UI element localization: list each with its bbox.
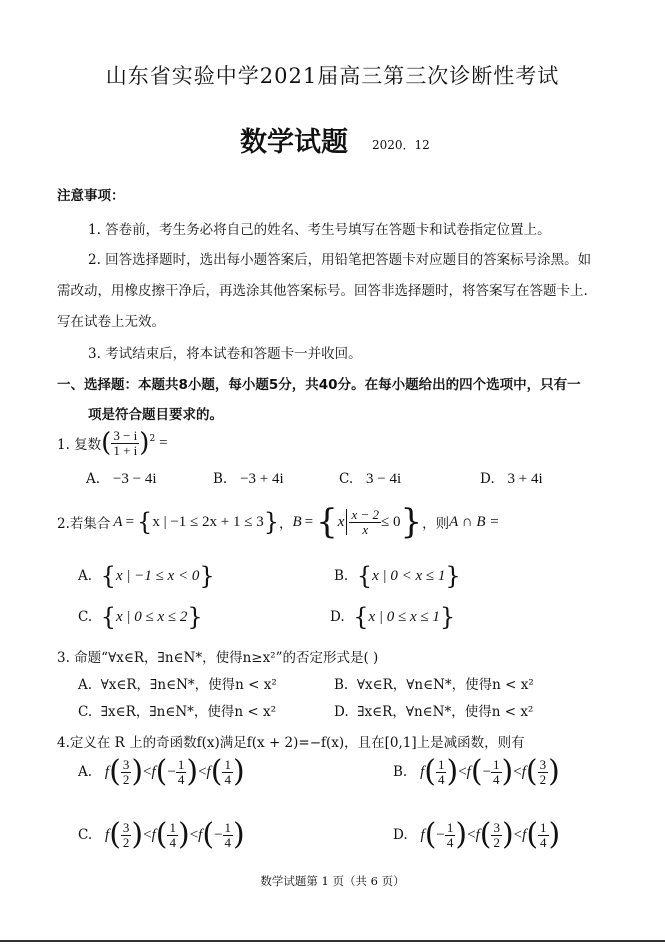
less-than-sign: < [513,763,522,780]
paren-left: ( [155,754,168,789]
function-symbol: f [206,763,211,780]
q4-option-letter: A. [78,764,93,780]
notes-heading: 注意事项： [57,188,125,204]
paren-left: ( [424,754,436,789]
q2-then: ，则 [422,516,450,532]
q3-option-d-letter: D. [334,704,349,720]
denominator: 4 [540,834,547,850]
fraction [538,821,549,850]
q1-denominator: 1 + i [113,442,138,458]
function-symbol: f [420,826,425,843]
minus-sign: − [167,763,176,780]
q3-option-b[interactable] [334,673,534,693]
question-4-stem: 4.定义在 R 上的奇函数f(x)满足f(x + 2)=−f(x)，且在[0,1]上是减函数，则有 [57,735,525,751]
function-symbol: f [466,763,471,780]
q3-option-c-text: ∃x∈R，∃n∈N*，使得n < x² [100,704,277,720]
q3-option-c-letter: C. [78,704,93,720]
function-symbol: f [151,826,156,843]
denominator: 4 [177,771,185,787]
q3-option-b-text: ∀x∈R，∀n∈N*，使得n < x² [356,677,534,693]
numerator: 3 [539,756,547,772]
paren-left: ( [109,754,121,789]
q2-label: 2.若集合 [57,516,111,532]
q1-option-c-letter: C. [339,471,354,487]
fraction [491,821,502,850]
section-1-heading: 一、选择题：本题共8小题，每小题5分，共40分。在每小题给出的四个选项中，只有一 [57,377,581,393]
q1-option-d-letter: D. [480,471,495,487]
q1-option-d-text: 3 + 4i [507,471,543,487]
function-symbol: f [104,763,110,780]
numerator: 1 [169,819,176,835]
numerator: 3 [493,819,500,835]
function-symbol: f [105,826,110,843]
exam-title: 山东省实验中学2021届高三第三次诊断性考试 [105,64,560,88]
q2-intersection: A ∩ B = [449,513,500,530]
section-1-heading-cont: 项是符合题目要求的。 [88,407,223,423]
q2-set-a-body: x | −1 ≤ 2x + 1 ≤ 3 [152,513,264,530]
numerator: 1 [446,819,454,835]
fraction [445,821,456,850]
q2-set-b-var: x [337,513,345,530]
q2-option-d[interactable]: D. { x | 0 ≤ x ≤ 1 } [330,603,456,631]
numerator: 3 [122,819,130,835]
paren-right: ) [548,817,561,852]
fraction [436,758,447,787]
denominator: 2 [122,771,130,787]
function-symbol: f [522,826,527,843]
less-than-sign: < [458,763,467,780]
q3-option-a[interactable] [78,673,277,693]
q3-option-a-text: ∀x∈R，∃n∈N*，使得n < x² [100,677,277,693]
paren-left: ( [479,817,492,852]
paren-right: ) [233,817,245,852]
q2-option-c[interactable]: C. { x | 0 ≤ x ≤ 2 } [78,603,203,631]
q1-option-b-text: −3 + 4i [240,471,284,487]
minus-sign: − [436,826,445,843]
minus-sign: − [214,826,223,843]
q2-set-b-denominator: x [362,521,369,537]
paren-right: ) [446,754,459,789]
q1-option-c[interactable] [339,471,401,488]
paren-right: ) [455,817,468,852]
paren-right: ) [186,754,199,789]
question-1-stem: 1. 复数 ( $\frac{3 - i}{1 + i}$ ) $^2$ = [57,427,168,458]
denominator: 4 [169,834,176,850]
numerator: 1 [437,756,445,772]
question-3-stem: 3. 命题“∀x∈R，∃n∈N*，使得n≥x²”的否定形式是( ) [57,650,379,666]
q3-option-c[interactable] [78,700,276,720]
q2-option-c-letter: C. [78,609,93,625]
q4-option-a[interactable] [78,754,245,789]
q4-option-c[interactable] [78,817,245,852]
denominator: 4 [493,771,500,787]
numerator: 3 [122,756,130,772]
paren-right: ) [501,754,514,789]
numerator: 1 [540,819,547,835]
function-symbol: f [475,826,480,843]
numerator: 1 [493,756,500,772]
function-symbol: f [151,763,156,780]
numerator: 1 [224,756,231,772]
fraction [222,758,233,787]
fraction [121,758,132,787]
q1-equals: = [159,434,168,451]
q1-option-c-text: 3 − 4i [366,471,402,487]
bottom-rule [0,940,665,942]
less-than-sign: < [143,763,152,780]
function-symbol: f [420,763,425,780]
paren-right: ) [131,754,144,789]
paren-left: ( [155,817,168,852]
q4-option-letter: D. [393,827,408,843]
q1-numerator: 3 − i [113,427,138,443]
fraction [121,821,132,850]
paren-right: ) [177,817,190,852]
denominator: 4 [437,771,445,787]
q1-fraction [111,429,139,458]
fraction [223,821,234,850]
paren-left: ( [109,817,121,852]
q1-option-b-letter: B. [213,471,228,487]
note-3: 3. 考试结束后，将本试卷和答题卡一并收回。 [88,346,362,362]
paren-left: ( [424,817,437,852]
paren-left: ( [210,754,223,789]
q2-set-b-numerator: x − 2 [351,506,379,522]
numerator: 1 [177,756,185,772]
q1-option-a[interactable] [86,471,157,488]
minus-sign: − [482,763,492,780]
exam-date: 2020．12 [372,138,430,152]
q2-option-d-text: x | 0 ≤ x ≤ 1 [368,608,440,625]
q3-option-a-letter: A. [78,677,93,693]
q2-set-b-fraction [349,508,381,537]
function-symbol: f [198,826,203,843]
question-2-stem: 2.若集合 A = { x | −1 ≤ 2x + 1 ≤ 3 } ， B = { x $\frac{x - 2}{x}$ ≤ 0 } ，则 A ∩ B = [57,502,500,542]
less-than-sign: < [467,826,476,843]
note-2-cont: 需改动，用橡皮擦干净后，再选涂其他答案标号。回答非选择题时，将答案写在答题卡上. [57,283,588,299]
paren-right: ) [501,817,514,852]
less-than-sign: < [513,826,523,843]
q2-option-b[interactable]: B. { x | 0 < x ≤ 1 } [334,562,461,590]
fraction [538,758,549,787]
less-than-sign: < [189,826,199,843]
q1-option-a-text: −3 − 4i [112,471,157,487]
less-than-sign: < [143,826,152,843]
q2-set-b-name: B [292,513,302,530]
denominator: 4 [446,834,454,850]
q2-set-b-tail: ≤ 0 [380,513,401,530]
note-2-end: 写在试卷上无效。 [57,314,165,330]
denominator: 4 [224,771,231,787]
q2-option-b-text: x | 0 < x ≤ 1 [372,567,446,584]
q2-option-b-letter: B. [334,568,349,584]
fraction [167,821,178,850]
q2-option-d-letter: D. [330,609,345,625]
paren-right: ) [232,754,245,789]
paren-left: ( [202,817,215,852]
q2-set-a-name: A [113,513,123,530]
q4-option-b[interactable] [393,754,560,789]
q2-option-a-letter: A. [78,568,93,584]
q2-option-c-text: x | 0 ≤ x ≤ 2 [116,608,188,625]
denominator: 2 [539,771,547,787]
q3-option-b-letter: B. [334,677,349,693]
numerator: 1 [224,819,232,835]
paren-left: ( [526,817,539,852]
q4-option-letter: B. [393,764,408,780]
note-1: 1. 答卷前，考生务必将自己的姓名、考生号填写在答题卡和试卷指定位置上。 [88,222,551,238]
q2-option-a-text: x | −1 ≤ x < 0 [115,567,200,584]
function-symbol: f [521,763,526,780]
paren-left: ( [525,754,538,789]
page-footer: 数学试题第 1 页（共 6 页） [260,874,405,888]
note-2: 2. 回答选择题时，选出每小题答案后，用铅笔把答题卡对应题目的答案标号涂黑。如 [88,252,592,268]
q4-option-letter: C. [78,827,93,843]
q1-label: 1. 复数 [57,437,102,453]
subject-title: 数学试题 [240,127,348,158]
q1-option-d[interactable] [480,471,543,488]
less-than-sign: < [198,763,207,780]
q3-option-d-text: ∃x∈R，∀n∈N*，使得n < x² [357,704,534,720]
fraction [491,758,502,787]
q1-option-a-letter: A. [86,471,101,487]
q4-option-d[interactable] [393,817,561,852]
q1-option-b[interactable] [213,471,284,488]
denominator: 2 [122,834,130,850]
paren-right: ) [548,754,560,789]
q3-option-d[interactable] [334,700,533,720]
fraction [176,758,187,787]
denominator: 4 [224,834,232,850]
q2-option-a[interactable]: A. { x | −1 ≤ x < 0 } [78,562,215,590]
paren-right: ) [131,817,144,852]
q1-power: 2 [149,434,156,444]
paren-left: ( [470,754,483,789]
denominator: 2 [493,834,500,850]
